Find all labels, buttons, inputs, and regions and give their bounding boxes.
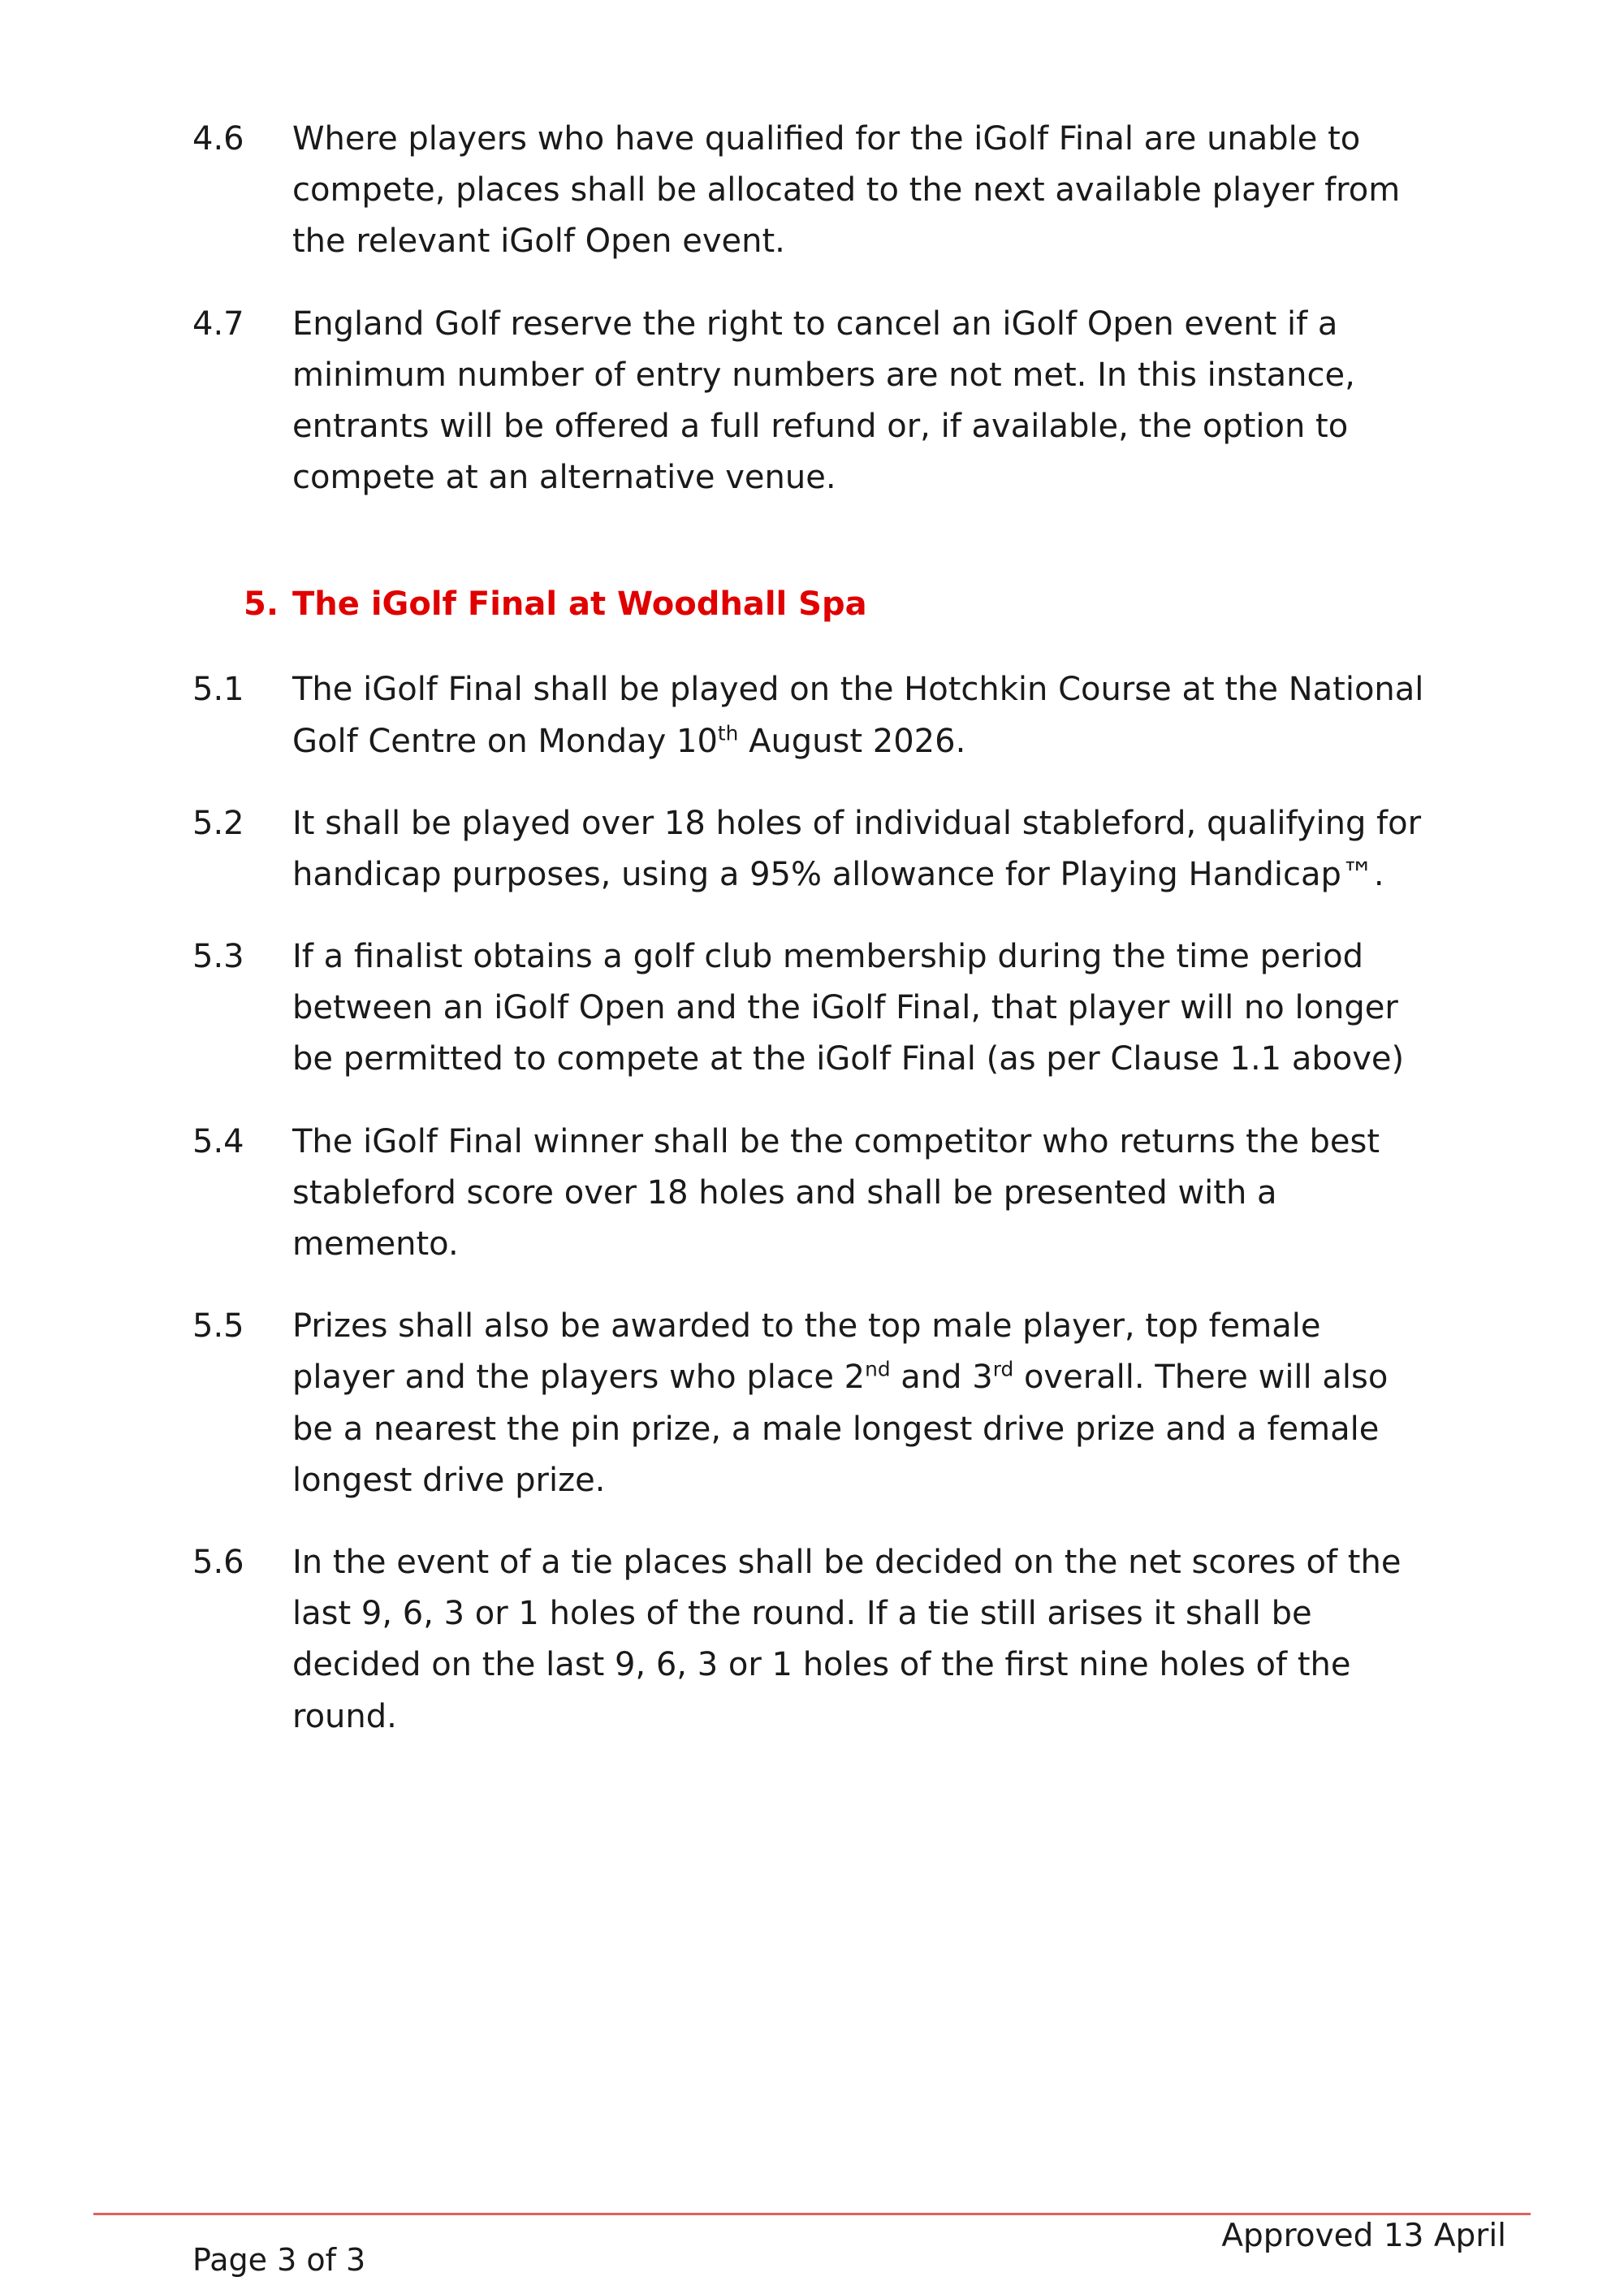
clause-text [292,664,1425,767]
clause-text [292,798,1425,901]
clause-number: 5.1 [192,671,244,709]
section-heading-title: The iGolf Final at Woodhall Spa [292,585,867,624]
clause-text-part: If a finalist obtains a golf club membership during the time period between an iGolf Open and the iGolf Final, that player will no longer be permitted to compete at the iGolf Final (as per Clause 1.1 above) [292,938,1405,1078]
clause-text-part: August 2026. [738,722,966,760]
clause-text [292,1117,1425,1271]
clause-text [292,1537,1425,1743]
clause-text [292,931,1425,1086]
clause-text [292,114,1425,268]
clause-text-part: In the event of a tie places shall be decided on the net scores of the last 9, 6, 3 or 1 holes of the round. If a tie still arises it shall be decided on the last 9, 6, 3 or 1 holes of the first nine holes of the round. [292,1543,1402,1735]
superscript-ordinal: rd [992,1358,1014,1382]
section-heading-number: 5. [244,585,279,624]
page-number: Page 3 of 3 [192,2242,366,2278]
clause-5-1 [192,664,1527,767]
clause-5-2 [192,798,1527,901]
clause-text-part: Where players who have qualified for the iGolf Final are unable to compete, places shall be allocated to the next available player from the relevant iGolf Open event. [292,120,1401,261]
clause-number: 5.2 [192,804,244,842]
clause-5-3 [192,931,1527,1086]
clause-text-part: and 3 [890,1359,993,1397]
page-footer [0,2213,1624,2294]
superscript-ordinal: nd [865,1358,891,1382]
superscript-ordinal: th [717,721,739,745]
clause-text-part: England Golf reserve the right to cancel an iGolf Open event if a minimum number of entry numbers are not met. In this instance, entrants will be offered a full refund or, if available, the option to compete at an alternative venue. [292,305,1355,497]
clause-number: 5.6 [192,1543,244,1581]
clause-4-6 [192,114,1527,268]
approval-note: Approved 13 April [1221,2218,1506,2254]
clause-text-part: The iGolf Final winner shall be the competitor who returns the best stableford score over 18 holes and shall be presented with a memento. [292,1122,1380,1263]
clause-text-part: Prizes shall also be awarded to the top male player, top female player and the players who place 2 [292,1307,1321,1397]
clause-text-part: It shall be played over 18 holes of individual stableford, qualifying for handicap purposes, using a 95% allowance for Playing Handicap™. [292,804,1422,893]
clause-5-5 [192,1301,1527,1506]
clause-5-4 [192,1117,1527,1271]
footer-rule [93,2213,1531,2215]
clause-number: 4.7 [192,305,244,343]
clause-text-part: The iGolf Final shall be played on the Hotchkin Course at the National Golf Centre on Monday 10 [292,671,1424,760]
clause-number: 5.3 [192,938,244,976]
clause-number: 5.5 [192,1307,244,1346]
clause-number: 4.6 [192,120,244,158]
clause-text [292,299,1425,504]
clause-text [292,1301,1425,1506]
clause-5-6 [192,1537,1527,1743]
clause-text-part: overall. There will also be a nearest the pin prize, a male longest drive prize and a female longest drive prize. [292,1359,1389,1499]
clause-4-7 [192,299,1527,504]
section-heading [244,583,1527,625]
clause-number: 5.4 [192,1122,244,1160]
